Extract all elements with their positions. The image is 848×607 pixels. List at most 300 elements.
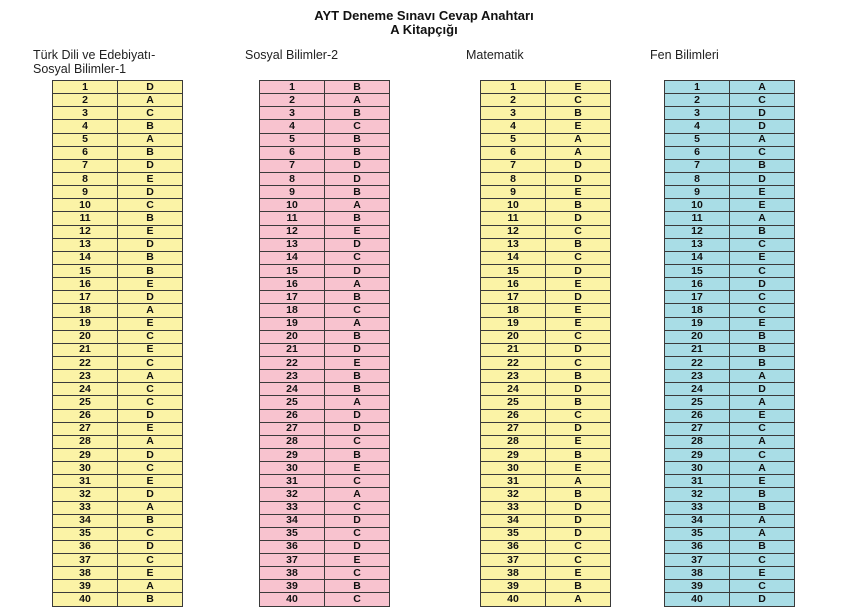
table-row xyxy=(53,396,183,409)
table-row xyxy=(260,356,390,369)
question-number: 26 xyxy=(481,409,546,422)
question-number: 23 xyxy=(481,370,546,383)
answer-letter: D xyxy=(546,514,611,527)
question-number: 37 xyxy=(260,554,325,567)
question-number: 36 xyxy=(665,540,730,553)
answer-letter: E xyxy=(546,186,611,199)
section-heading-line1: Sosyal Bilimler-2 xyxy=(245,48,339,62)
table-row xyxy=(260,396,390,409)
table-row xyxy=(665,435,795,448)
table-row xyxy=(53,435,183,448)
table-row xyxy=(481,291,611,304)
question-number: 8 xyxy=(481,172,546,185)
table-row xyxy=(481,448,611,461)
table-row xyxy=(260,278,390,291)
table-row xyxy=(665,343,795,356)
table-row xyxy=(481,501,611,514)
answer-letter: C xyxy=(730,94,795,107)
question-number: 24 xyxy=(53,383,118,396)
table-row xyxy=(260,514,390,527)
answer-letter: B xyxy=(118,251,183,264)
question-number: 32 xyxy=(53,488,118,501)
question-number: 4 xyxy=(481,120,546,133)
section-heading-line1: Fen Bilimleri xyxy=(650,48,719,62)
question-number: 17 xyxy=(481,291,546,304)
table-row xyxy=(53,146,183,159)
answer-letter: B xyxy=(546,488,611,501)
question-number: 10 xyxy=(53,199,118,212)
question-number: 13 xyxy=(481,238,546,251)
answer-letter: E xyxy=(325,462,390,475)
answer-letter: D xyxy=(325,343,390,356)
answer-letter: E xyxy=(546,317,611,330)
answer-letter: C xyxy=(730,146,795,159)
table-row xyxy=(260,225,390,238)
table-row xyxy=(665,317,795,330)
table-row xyxy=(260,212,390,225)
answer-letter: E xyxy=(118,567,183,580)
table-row xyxy=(53,186,183,199)
question-number: 3 xyxy=(481,107,546,120)
table-row xyxy=(665,540,795,553)
question-number: 34 xyxy=(665,514,730,527)
table-row xyxy=(53,475,183,488)
answer-letter: E xyxy=(546,304,611,317)
answer-letter: C xyxy=(325,120,390,133)
answer-letter: B xyxy=(325,146,390,159)
answer-letter: D xyxy=(730,120,795,133)
question-number: 18 xyxy=(481,304,546,317)
question-number: 20 xyxy=(665,330,730,343)
question-number: 36 xyxy=(260,540,325,553)
answer-letter: C xyxy=(730,291,795,304)
question-number: 5 xyxy=(260,133,325,146)
question-number: 30 xyxy=(53,462,118,475)
table-row xyxy=(260,435,390,448)
answer-letter: E xyxy=(546,81,611,94)
answer-letter: D xyxy=(325,422,390,435)
question-number: 29 xyxy=(53,448,118,461)
answer-letter: E xyxy=(730,251,795,264)
question-number: 11 xyxy=(260,212,325,225)
table-row xyxy=(665,107,795,120)
question-number: 9 xyxy=(260,186,325,199)
table-row xyxy=(665,383,795,396)
question-number: 30 xyxy=(260,462,325,475)
table-row xyxy=(53,199,183,212)
question-number: 39 xyxy=(260,580,325,593)
answer-letter: D xyxy=(546,264,611,277)
booklet-label: A Kitapçığı xyxy=(390,22,458,37)
question-number: 13 xyxy=(53,238,118,251)
answer-letter: C xyxy=(325,593,390,606)
table-row xyxy=(53,238,183,251)
answer-letter: D xyxy=(118,448,183,461)
table-row xyxy=(481,133,611,146)
answer-letter: C xyxy=(325,475,390,488)
question-number: 18 xyxy=(260,304,325,317)
question-number: 38 xyxy=(665,567,730,580)
table-row xyxy=(665,514,795,527)
answer-letter: A xyxy=(118,94,183,107)
table-row xyxy=(260,527,390,540)
table-row xyxy=(53,291,183,304)
answer-letter: B xyxy=(118,514,183,527)
answer-letter: A xyxy=(325,396,390,409)
table-row xyxy=(665,370,795,383)
section-heading-line2: Sosyal Bilimler-1 xyxy=(33,62,127,76)
question-number: 39 xyxy=(665,580,730,593)
answer-letter: D xyxy=(118,159,183,172)
question-number: 4 xyxy=(53,120,118,133)
answer-letter: D xyxy=(730,383,795,396)
question-number: 24 xyxy=(260,383,325,396)
table-row xyxy=(260,120,390,133)
table-row xyxy=(53,409,183,422)
question-number: 22 xyxy=(53,356,118,369)
question-number: 6 xyxy=(53,146,118,159)
question-number: 18 xyxy=(53,304,118,317)
table-row xyxy=(481,356,611,369)
question-number: 15 xyxy=(481,264,546,277)
answer-letter: D xyxy=(325,238,390,251)
answer-letter: A xyxy=(730,133,795,146)
answer-letter: A xyxy=(730,212,795,225)
question-number: 28 xyxy=(260,435,325,448)
answer-letter: C xyxy=(730,554,795,567)
table-row xyxy=(481,527,611,540)
answer-letter: D xyxy=(118,291,183,304)
answer-table-fen xyxy=(664,80,795,607)
question-number: 36 xyxy=(481,540,546,553)
answer-letter: A xyxy=(730,527,795,540)
table-row xyxy=(481,251,611,264)
question-number: 25 xyxy=(53,396,118,409)
answer-table-matematik xyxy=(480,80,611,607)
question-number: 34 xyxy=(481,514,546,527)
table-row xyxy=(260,133,390,146)
table-row xyxy=(260,94,390,107)
answer-letter: B xyxy=(325,330,390,343)
table-row xyxy=(665,580,795,593)
answer-letter: C xyxy=(546,251,611,264)
question-number: 2 xyxy=(260,94,325,107)
table-row xyxy=(481,462,611,475)
table-row xyxy=(260,238,390,251)
table-row xyxy=(665,146,795,159)
question-number: 12 xyxy=(53,225,118,238)
answer-letter: D xyxy=(546,501,611,514)
question-number: 9 xyxy=(665,186,730,199)
answer-letter: A xyxy=(730,370,795,383)
table-row xyxy=(260,159,390,172)
question-number: 12 xyxy=(481,225,546,238)
question-number: 20 xyxy=(481,330,546,343)
question-number: 40 xyxy=(53,593,118,606)
question-number: 19 xyxy=(481,317,546,330)
answer-letter: E xyxy=(118,172,183,185)
answer-letter: C xyxy=(118,356,183,369)
answer-letter: E xyxy=(118,317,183,330)
section-heading-line1: Türk Dili ve Edebiyatı- xyxy=(33,48,156,62)
table-row xyxy=(481,159,611,172)
question-number: 28 xyxy=(665,435,730,448)
answer-letter: D xyxy=(546,383,611,396)
table-row xyxy=(53,94,183,107)
table-row xyxy=(481,94,611,107)
section-heading-line1: Matematik xyxy=(466,48,524,62)
table-row xyxy=(53,527,183,540)
question-number: 35 xyxy=(481,527,546,540)
answer-letter: A xyxy=(325,317,390,330)
question-number: 16 xyxy=(260,278,325,291)
question-number: 21 xyxy=(260,343,325,356)
answer-letter: C xyxy=(118,527,183,540)
answer-letter: D xyxy=(546,291,611,304)
question-number: 9 xyxy=(481,186,546,199)
answer-letter: D xyxy=(730,278,795,291)
question-number: 32 xyxy=(260,488,325,501)
answer-letter: B xyxy=(325,291,390,304)
question-number: 32 xyxy=(665,488,730,501)
table-row xyxy=(481,172,611,185)
answer-letter: A xyxy=(118,370,183,383)
table-row xyxy=(260,448,390,461)
question-number: 1 xyxy=(53,81,118,94)
answer-letter: B xyxy=(546,238,611,251)
answer-letter: E xyxy=(325,356,390,369)
question-number: 7 xyxy=(260,159,325,172)
question-number: 1 xyxy=(665,81,730,94)
answer-letter: C xyxy=(118,554,183,567)
question-number: 11 xyxy=(53,212,118,225)
answer-letter: E xyxy=(118,225,183,238)
section-heading-turkce-sosyal1 xyxy=(33,48,155,76)
question-number: 6 xyxy=(260,146,325,159)
answer-letter: D xyxy=(118,540,183,553)
question-number: 17 xyxy=(665,291,730,304)
table-row xyxy=(260,146,390,159)
question-number: 40 xyxy=(481,593,546,606)
answer-letter: B xyxy=(325,383,390,396)
table-row xyxy=(53,133,183,146)
question-number: 23 xyxy=(665,370,730,383)
table-row xyxy=(481,567,611,580)
question-number: 30 xyxy=(481,462,546,475)
question-number: 7 xyxy=(665,159,730,172)
question-number: 24 xyxy=(481,383,546,396)
question-number: 17 xyxy=(260,291,325,304)
question-number: 5 xyxy=(665,133,730,146)
question-number: 21 xyxy=(481,343,546,356)
question-number: 15 xyxy=(260,264,325,277)
question-number: 10 xyxy=(665,199,730,212)
question-number: 37 xyxy=(481,554,546,567)
answer-letter: D xyxy=(730,593,795,606)
table-row xyxy=(481,146,611,159)
answer-letter: A xyxy=(118,435,183,448)
table-row xyxy=(260,291,390,304)
answer-letter: C xyxy=(730,448,795,461)
table-row xyxy=(53,225,183,238)
question-number: 2 xyxy=(53,94,118,107)
answer-letter: B xyxy=(325,107,390,120)
answer-letter: C xyxy=(325,567,390,580)
table-row xyxy=(53,278,183,291)
table-row xyxy=(665,172,795,185)
question-number: 40 xyxy=(260,593,325,606)
answer-letter: B xyxy=(730,540,795,553)
answer-letter: B xyxy=(730,225,795,238)
question-number: 21 xyxy=(665,343,730,356)
question-number: 8 xyxy=(260,172,325,185)
table-row xyxy=(260,462,390,475)
table-row xyxy=(665,567,795,580)
question-number: 4 xyxy=(665,120,730,133)
answer-letter: A xyxy=(325,488,390,501)
question-number: 29 xyxy=(481,448,546,461)
table-row xyxy=(665,251,795,264)
answer-letter: A xyxy=(546,146,611,159)
answer-letter: D xyxy=(546,343,611,356)
question-number: 27 xyxy=(665,422,730,435)
table-row xyxy=(53,383,183,396)
question-number: 23 xyxy=(260,370,325,383)
answer-letter: A xyxy=(546,475,611,488)
answer-letter: B xyxy=(325,212,390,225)
table-row xyxy=(481,540,611,553)
answer-letter: D xyxy=(546,422,611,435)
answer-letter: D xyxy=(325,514,390,527)
table-row xyxy=(53,488,183,501)
answer-letter: A xyxy=(546,593,611,606)
table-row xyxy=(260,383,390,396)
question-number: 24 xyxy=(665,383,730,396)
table-row xyxy=(260,488,390,501)
table-row xyxy=(665,120,795,133)
answer-letter: D xyxy=(118,409,183,422)
answer-letter: D xyxy=(118,238,183,251)
table-row xyxy=(481,488,611,501)
answer-letter: C xyxy=(325,435,390,448)
table-row xyxy=(260,343,390,356)
answer-letter: A xyxy=(118,304,183,317)
table-row xyxy=(53,448,183,461)
answer-letter: E xyxy=(730,475,795,488)
question-number: 33 xyxy=(665,501,730,514)
table-row xyxy=(481,107,611,120)
question-number: 27 xyxy=(53,422,118,435)
table-row xyxy=(481,264,611,277)
question-number: 5 xyxy=(53,133,118,146)
table-row xyxy=(260,304,390,317)
question-number: 12 xyxy=(665,225,730,238)
question-number: 33 xyxy=(53,501,118,514)
answer-letter: B xyxy=(730,501,795,514)
question-number: 6 xyxy=(481,146,546,159)
answer-letter: C xyxy=(546,94,611,107)
answer-letter: B xyxy=(730,159,795,172)
answer-letter: B xyxy=(325,580,390,593)
table-row xyxy=(53,317,183,330)
table-row xyxy=(53,264,183,277)
answer-letter: A xyxy=(325,199,390,212)
question-number: 22 xyxy=(665,356,730,369)
table-row xyxy=(481,514,611,527)
answer-letter: D xyxy=(546,527,611,540)
answer-letter: C xyxy=(118,330,183,343)
answer-letter: D xyxy=(325,159,390,172)
question-number: 1 xyxy=(260,81,325,94)
table-row xyxy=(53,212,183,225)
question-number: 26 xyxy=(260,409,325,422)
answer-letter: B xyxy=(118,120,183,133)
answer-letter: C xyxy=(325,251,390,264)
answer-letter: E xyxy=(325,225,390,238)
question-number: 32 xyxy=(481,488,546,501)
section-heading-matematik xyxy=(466,48,524,62)
answer-letter: B xyxy=(730,488,795,501)
answer-letter: D xyxy=(325,264,390,277)
table-row xyxy=(665,501,795,514)
table-row xyxy=(665,199,795,212)
question-number: 37 xyxy=(53,554,118,567)
answer-letter: E xyxy=(730,199,795,212)
answer-letter: C xyxy=(118,396,183,409)
table-row xyxy=(481,435,611,448)
answer-letter: C xyxy=(118,462,183,475)
answer-letter: C xyxy=(118,107,183,120)
table-row xyxy=(665,356,795,369)
question-number: 16 xyxy=(53,278,118,291)
question-number: 16 xyxy=(665,278,730,291)
question-number: 7 xyxy=(53,159,118,172)
question-number: 37 xyxy=(665,554,730,567)
answer-letter: D xyxy=(118,186,183,199)
table-row xyxy=(481,409,611,422)
question-number: 35 xyxy=(260,527,325,540)
table-row xyxy=(665,488,795,501)
table-row xyxy=(260,107,390,120)
answer-letter: A xyxy=(325,278,390,291)
answer-letter: B xyxy=(118,264,183,277)
answer-letter: B xyxy=(118,593,183,606)
answer-letter: E xyxy=(546,435,611,448)
section-heading-fen xyxy=(650,48,719,62)
table-row xyxy=(481,278,611,291)
answer-letter: A xyxy=(730,462,795,475)
table-row xyxy=(481,199,611,212)
question-number: 9 xyxy=(53,186,118,199)
table-row xyxy=(53,120,183,133)
question-number: 34 xyxy=(53,514,118,527)
answer-letter: B xyxy=(325,81,390,94)
table-row xyxy=(260,251,390,264)
answer-letter: C xyxy=(118,199,183,212)
table-row xyxy=(53,567,183,580)
table-row xyxy=(53,172,183,185)
answer-letter: E xyxy=(546,120,611,133)
answer-letter: B xyxy=(546,396,611,409)
question-number: 26 xyxy=(665,409,730,422)
table-row xyxy=(665,94,795,107)
table-row xyxy=(665,475,795,488)
answer-letter: C xyxy=(730,422,795,435)
table-row xyxy=(665,527,795,540)
question-number: 14 xyxy=(260,251,325,264)
answer-letter: C xyxy=(546,330,611,343)
table-row xyxy=(481,422,611,435)
